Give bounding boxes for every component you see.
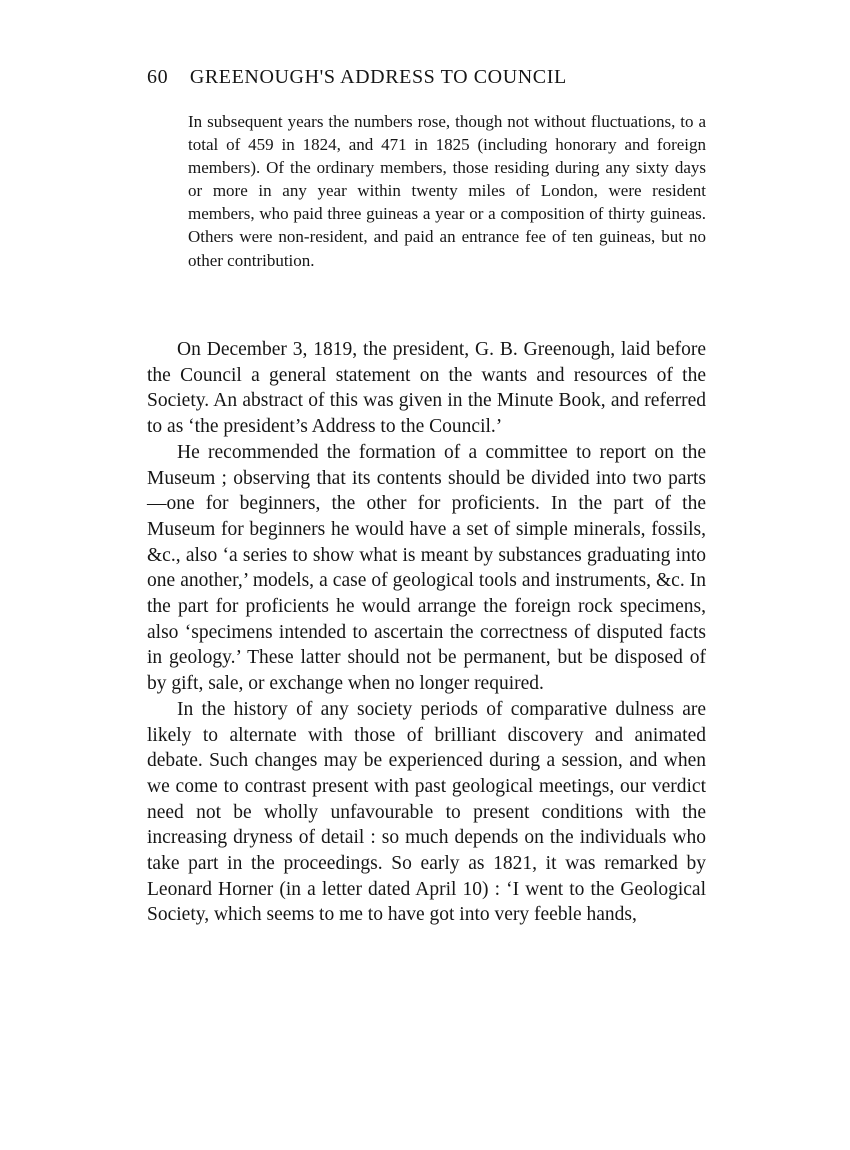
body-text: [147, 337, 706, 928]
running-head: [147, 66, 707, 92]
page-number: 60: [147, 66, 169, 88]
paragraph-society-history: In the history of any society periods of comparative dulness are likely to alternate with those of brilliant discovery and animated debate. Such changes may be experienced during a session, and when we come to contrast present with past geological meetings, our verdict need not be wholly unfavourable to present conditions with the increasing dryness of detail : so much depends on the individuals who take part in the proceedings. So early as 1821, it was remarked by Leonard Horner (in a letter dated April 10) : ‘I went to the Geological Society, which seems to me to have got into very feeble hands,: [147, 698, 706, 926]
paragraph-greenough-address: On December 3, 1819, the president, G. B. Greenough, laid before the Council a general statement on the wants and resources of the Society. An abstract of this was given in the Minute Book, and referred to as ‘the president’s Address to the Council.’: [147, 339, 706, 438]
quoted-note: In subsequent years the numbers rose, though not without fluctuations, to a total of 459 in 1824, and 471 in 1825 (including honorary and foreign members). Of the ordinary members, those residing during any sixty days or more in any year within twenty miles of London, were resident members, who paid three guineas a year or a composition of thirty guineas. Others were non-resident, and paid an entrance fee of ten guineas, but no other contribution.: [188, 112, 706, 270]
paragraph-museum-committee: He recommended the formation of a committee to report on the Museum ; observing that its contents should be divided into two parts—one for beginners, the other for proficients. In the part of the Museum for beginners he would have a set of simple minerals, fossils, &c., also ‘a series to show what is meant by substances graduating into one another,’ models, a case of geological tools and instruments, &c. In the part for proficients he would arrange the foreign rock specimens, also ‘specimens intended to ascertain the correctness of disputed facts in geology.’ These latter should not be permanent, but be disposed of by gift, sale, or exchange when no longer required.: [147, 441, 706, 695]
running-title: GREENOUGH'S ADDRESS TO COUNCIL: [189, 66, 567, 88]
